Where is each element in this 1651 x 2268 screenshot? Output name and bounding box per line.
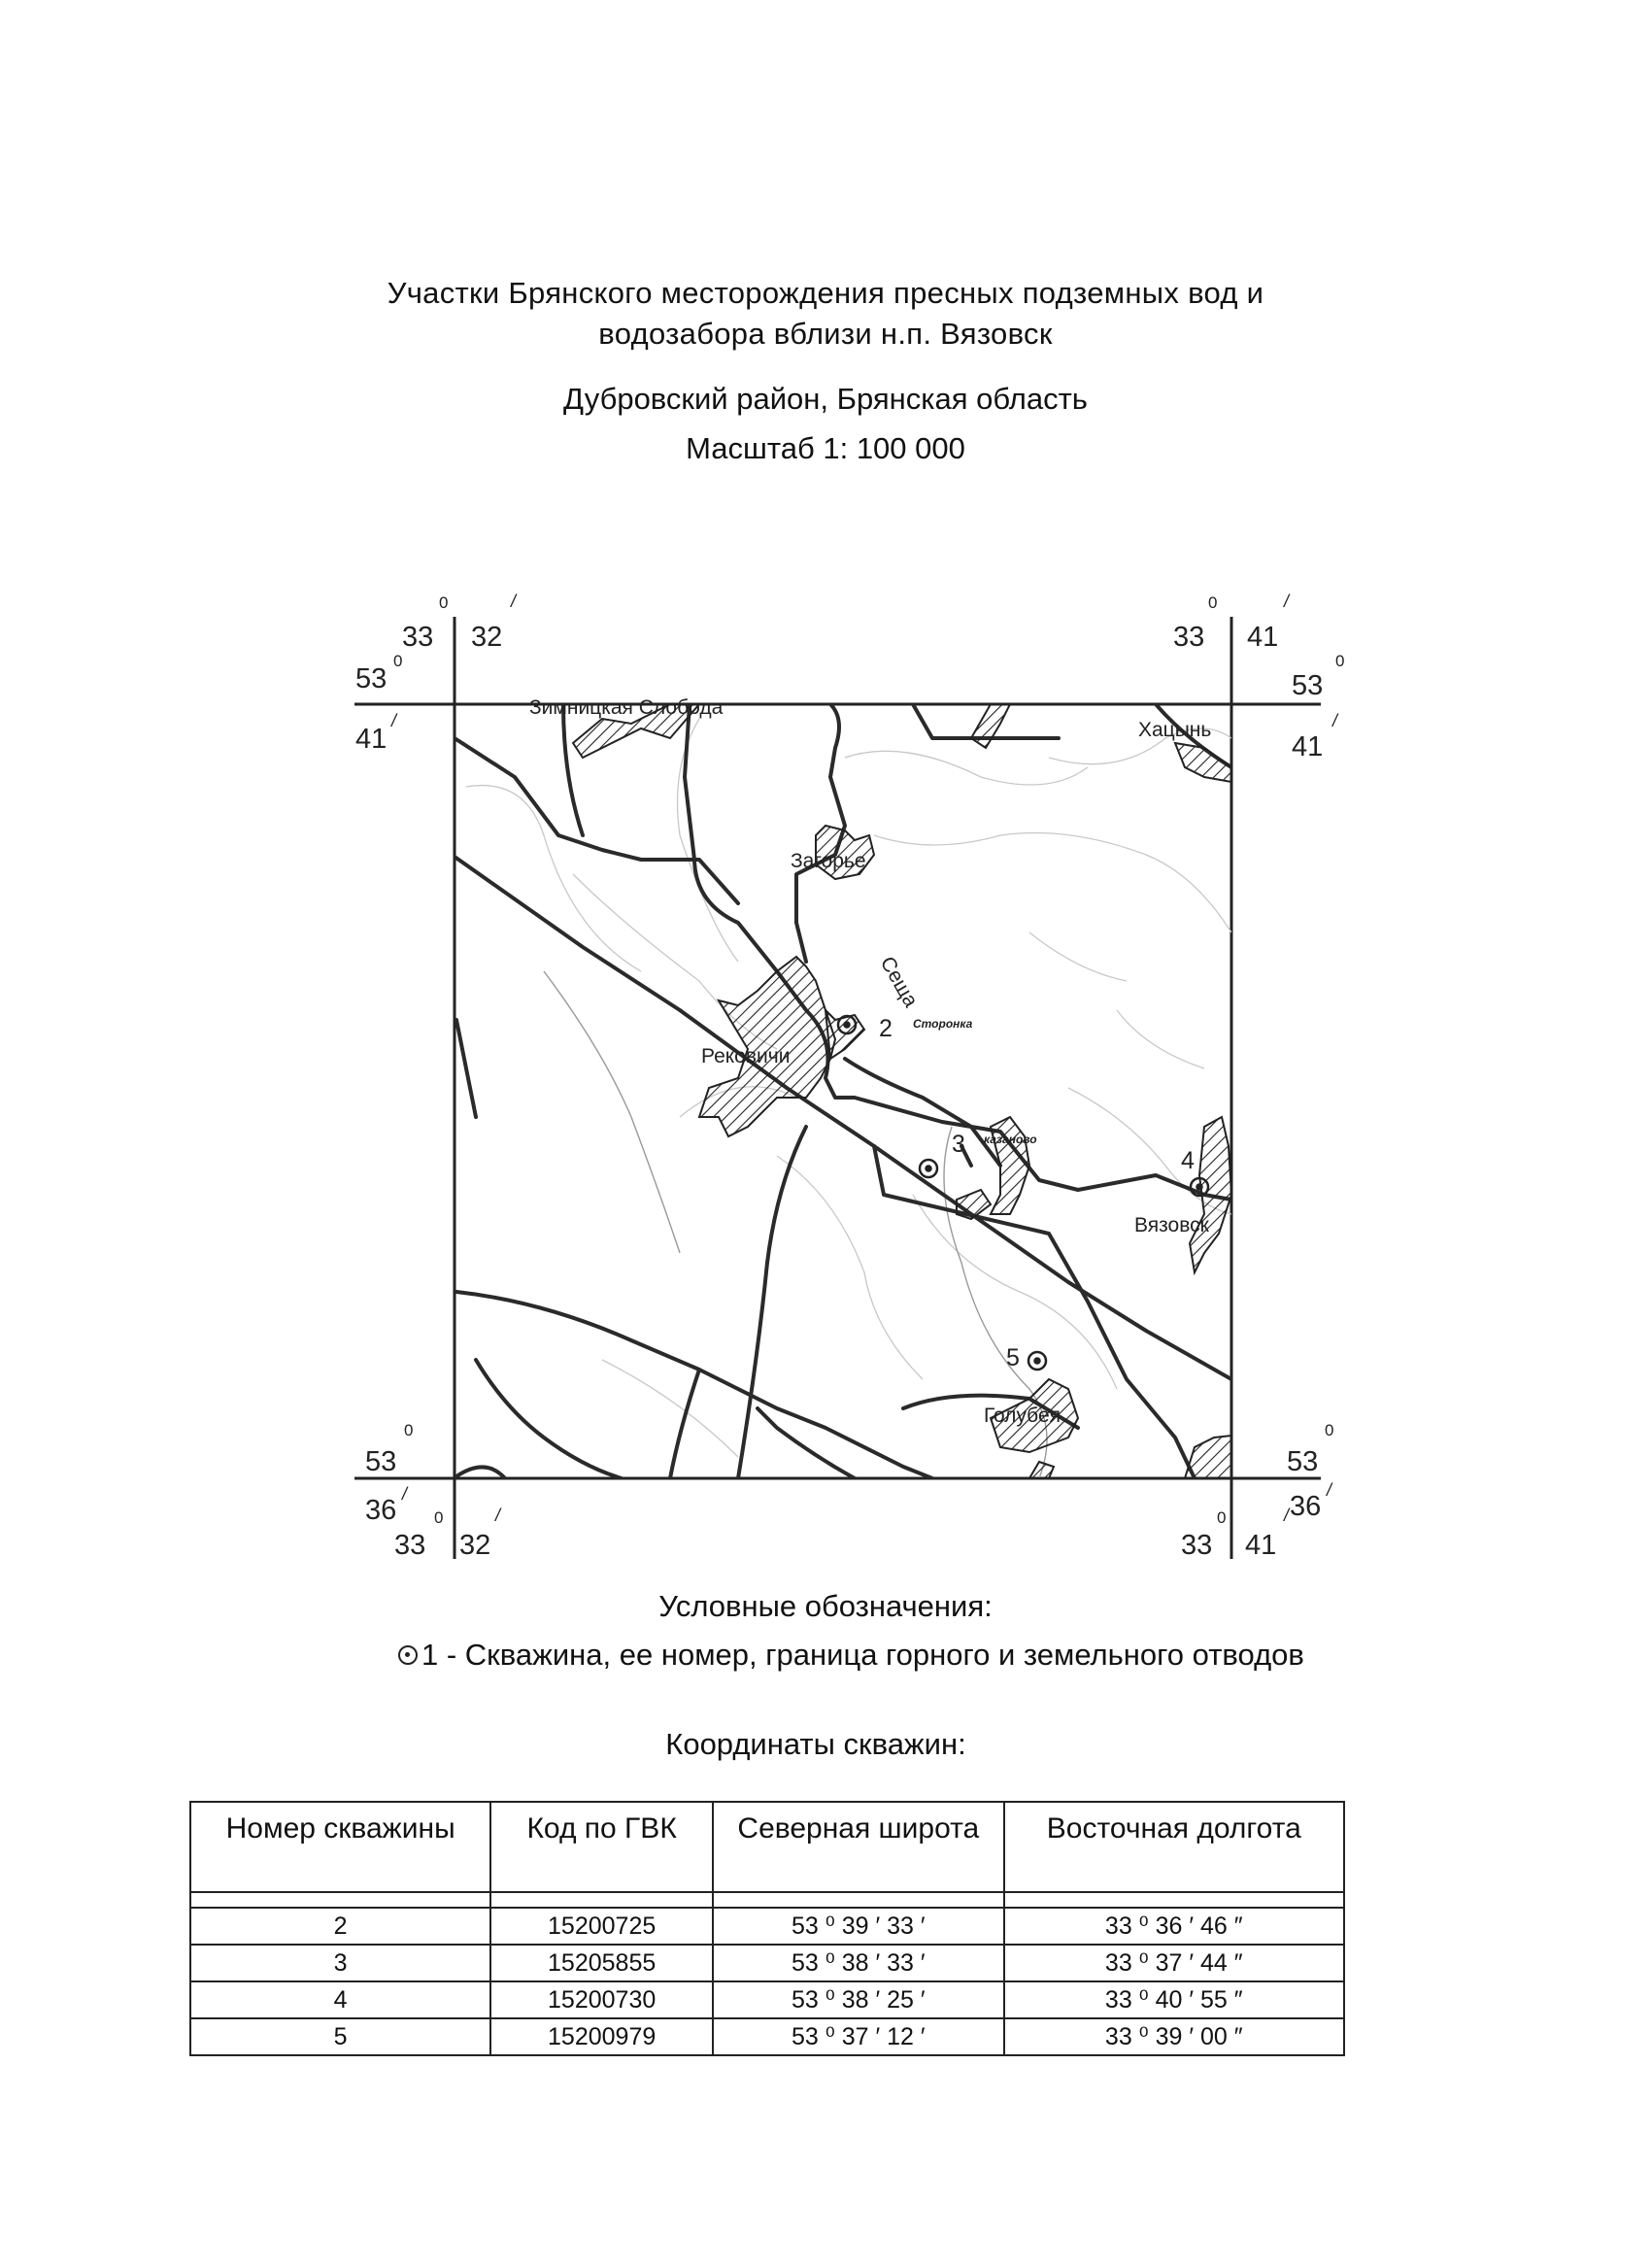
place-zagorye: Загорье <box>791 850 866 872</box>
bl-lon-min: 32 <box>459 1530 491 1561</box>
table-caption: Координаты скважин: <box>665 1727 966 1761</box>
tl-lon-deg: 33 <box>402 622 434 653</box>
cell-number: 5 <box>190 2018 490 2055</box>
table-row <box>190 1945 1344 1981</box>
col-header-longitude: Восточная долгота <box>1004 1802 1344 1892</box>
coordinate-grid <box>354 617 1324 1559</box>
map <box>330 578 1350 1578</box>
br-lon-min: 41 <box>1245 1530 1277 1561</box>
place-vyazovsk: Вязовск <box>1134 1214 1209 1236</box>
well-4-label: 4 <box>1181 1147 1195 1174</box>
wells-coordinates-table <box>189 1801 1345 2056</box>
settlements <box>573 704 1231 1478</box>
cell-longitude: 33 ⁰ 39 ′ 00 ″ <box>1004 2018 1344 2055</box>
place-secha: Сеща <box>875 953 923 1011</box>
table-row <box>190 2018 1344 2055</box>
br-lon-deg-mark: 0 <box>1217 1508 1227 1527</box>
legend-item-text: 1 - Скважина, ее номер, граница горного и земельного отводов <box>421 1638 1304 1672</box>
settlement-khatsyn-east <box>1175 743 1231 782</box>
title-line-1: Участки Брянского месторождения пресных подземных вод и <box>387 276 1264 310</box>
scale-label: Масштаб 1: 100 000 <box>686 431 965 465</box>
tl-lon-min: 32 <box>471 622 503 653</box>
title-line-2: водозабора вблизи н.п. Вязовск <box>598 317 1053 351</box>
table-spacer-row <box>190 1892 1344 1908</box>
br-lat-deg: 53 <box>1287 1446 1319 1477</box>
cell-number: 4 <box>190 1981 490 2018</box>
col-header-number: Номер скважины <box>190 1802 490 1892</box>
bl-lat-min: 36 <box>365 1495 397 1526</box>
cell-longitude: 33 ⁰ 37 ′ 44 ″ <box>1004 1945 1344 1981</box>
district-label: Дубровский район, Брянская область <box>563 382 1088 416</box>
well-3-label: 3 <box>952 1131 965 1158</box>
settlement-kazanovo-south <box>957 1190 991 1219</box>
cell-longitude: 33 ⁰ 40 ′ 55 ″ <box>1004 1981 1344 2018</box>
cell-latitude: 53 ⁰ 39 ′ 33 ′ <box>713 1908 1004 1945</box>
place-storonka: Сторонка <box>913 1017 973 1031</box>
tl-lon-deg-mark: 0 <box>439 593 449 612</box>
cell-latitude: 53 ⁰ 38 ′ 33 ′ <box>713 1945 1004 1981</box>
settlement-southeast <box>1185 1436 1231 1478</box>
settlement-south <box>1029 1462 1054 1478</box>
cell-number: 3 <box>190 1945 490 1981</box>
cell-number: 2 <box>190 1908 490 1945</box>
table-header-row <box>190 1802 1344 1892</box>
cell-latitude: 53 ⁰ 38 ′ 25 ′ <box>713 1981 1004 2018</box>
col-header-code: Код по ГВК <box>490 1802 713 1892</box>
place-kazanovo: казаново <box>984 1133 1037 1146</box>
tr-lat-min: 41 <box>1292 731 1324 762</box>
tl-lat-deg: 53 <box>355 663 387 694</box>
settlement-kazanovo <box>991 1117 1029 1214</box>
bl-lon-deg: 33 <box>394 1530 426 1561</box>
wells <box>838 1016 1208 1370</box>
tr-lon-min-mark: / <box>1284 592 1290 611</box>
tr-lon-min: 41 <box>1247 622 1279 653</box>
br-lon-min-mark: / <box>1284 1506 1290 1525</box>
tr-lon-deg: 33 <box>1173 622 1205 653</box>
well-2-label: 2 <box>879 1015 893 1042</box>
cell-code: 15200725 <box>490 1908 713 1945</box>
cell-code: 15205855 <box>490 1945 713 1981</box>
cell-longitude: 33 ⁰ 36 ′ 46 ″ <box>1004 1908 1344 1945</box>
br-lat-min-mark: / <box>1327 1480 1332 1500</box>
tl-lat-min-mark: / <box>391 711 397 730</box>
place-khatsyn: Хацынь <box>1138 719 1212 741</box>
bl-lat-deg: 53 <box>365 1446 397 1477</box>
well-3-marker[interactable] <box>920 1160 937 1177</box>
tl-lat-min: 41 <box>355 724 387 755</box>
well-symbol-icon <box>398 1645 418 1665</box>
place-rekovichi: Рековичи <box>701 1045 791 1067</box>
tl-lon-min-mark: / <box>511 592 517 611</box>
bl-lat-min-mark: / <box>402 1484 408 1504</box>
table-row <box>190 1981 1344 2018</box>
well-5-label: 5 <box>1006 1344 1020 1371</box>
well-5-marker[interactable] <box>1028 1352 1046 1370</box>
tr-lat-deg-mark: 0 <box>1335 652 1345 670</box>
col-header-latitude: Северная широта <box>713 1802 1004 1892</box>
settlement-khatsyn <box>971 704 1010 748</box>
tl-lat-deg-mark: 0 <box>393 652 403 670</box>
cell-latitude: 53 ⁰ 37 ′ 12 ′ <box>713 2018 1004 2055</box>
bl-lon-min-mark: / <box>495 1506 501 1525</box>
legend-title: Условные обозначения: <box>658 1589 993 1623</box>
cell-code: 15200730 <box>490 1981 713 2018</box>
table-row <box>190 1908 1344 1945</box>
tr-lat-min-mark: / <box>1332 711 1338 730</box>
cell-code: 15200979 <box>490 2018 713 2055</box>
bl-lon-deg-mark: 0 <box>434 1508 444 1527</box>
bl-lat-deg-mark: 0 <box>404 1421 414 1439</box>
br-lat-deg-mark: 0 <box>1325 1421 1334 1439</box>
tr-lat-deg: 53 <box>1292 670 1324 701</box>
main-roads <box>455 704 1231 1478</box>
place-zimnitskaya: Зимницкая Слобода <box>529 696 724 719</box>
legend-item <box>398 1638 1304 1673</box>
place-golubeya: Голубея <box>984 1405 1061 1427</box>
br-lon-deg: 33 <box>1181 1530 1213 1561</box>
br-lat-min: 36 <box>1290 1491 1322 1522</box>
tr-lon-deg-mark: 0 <box>1208 593 1218 612</box>
